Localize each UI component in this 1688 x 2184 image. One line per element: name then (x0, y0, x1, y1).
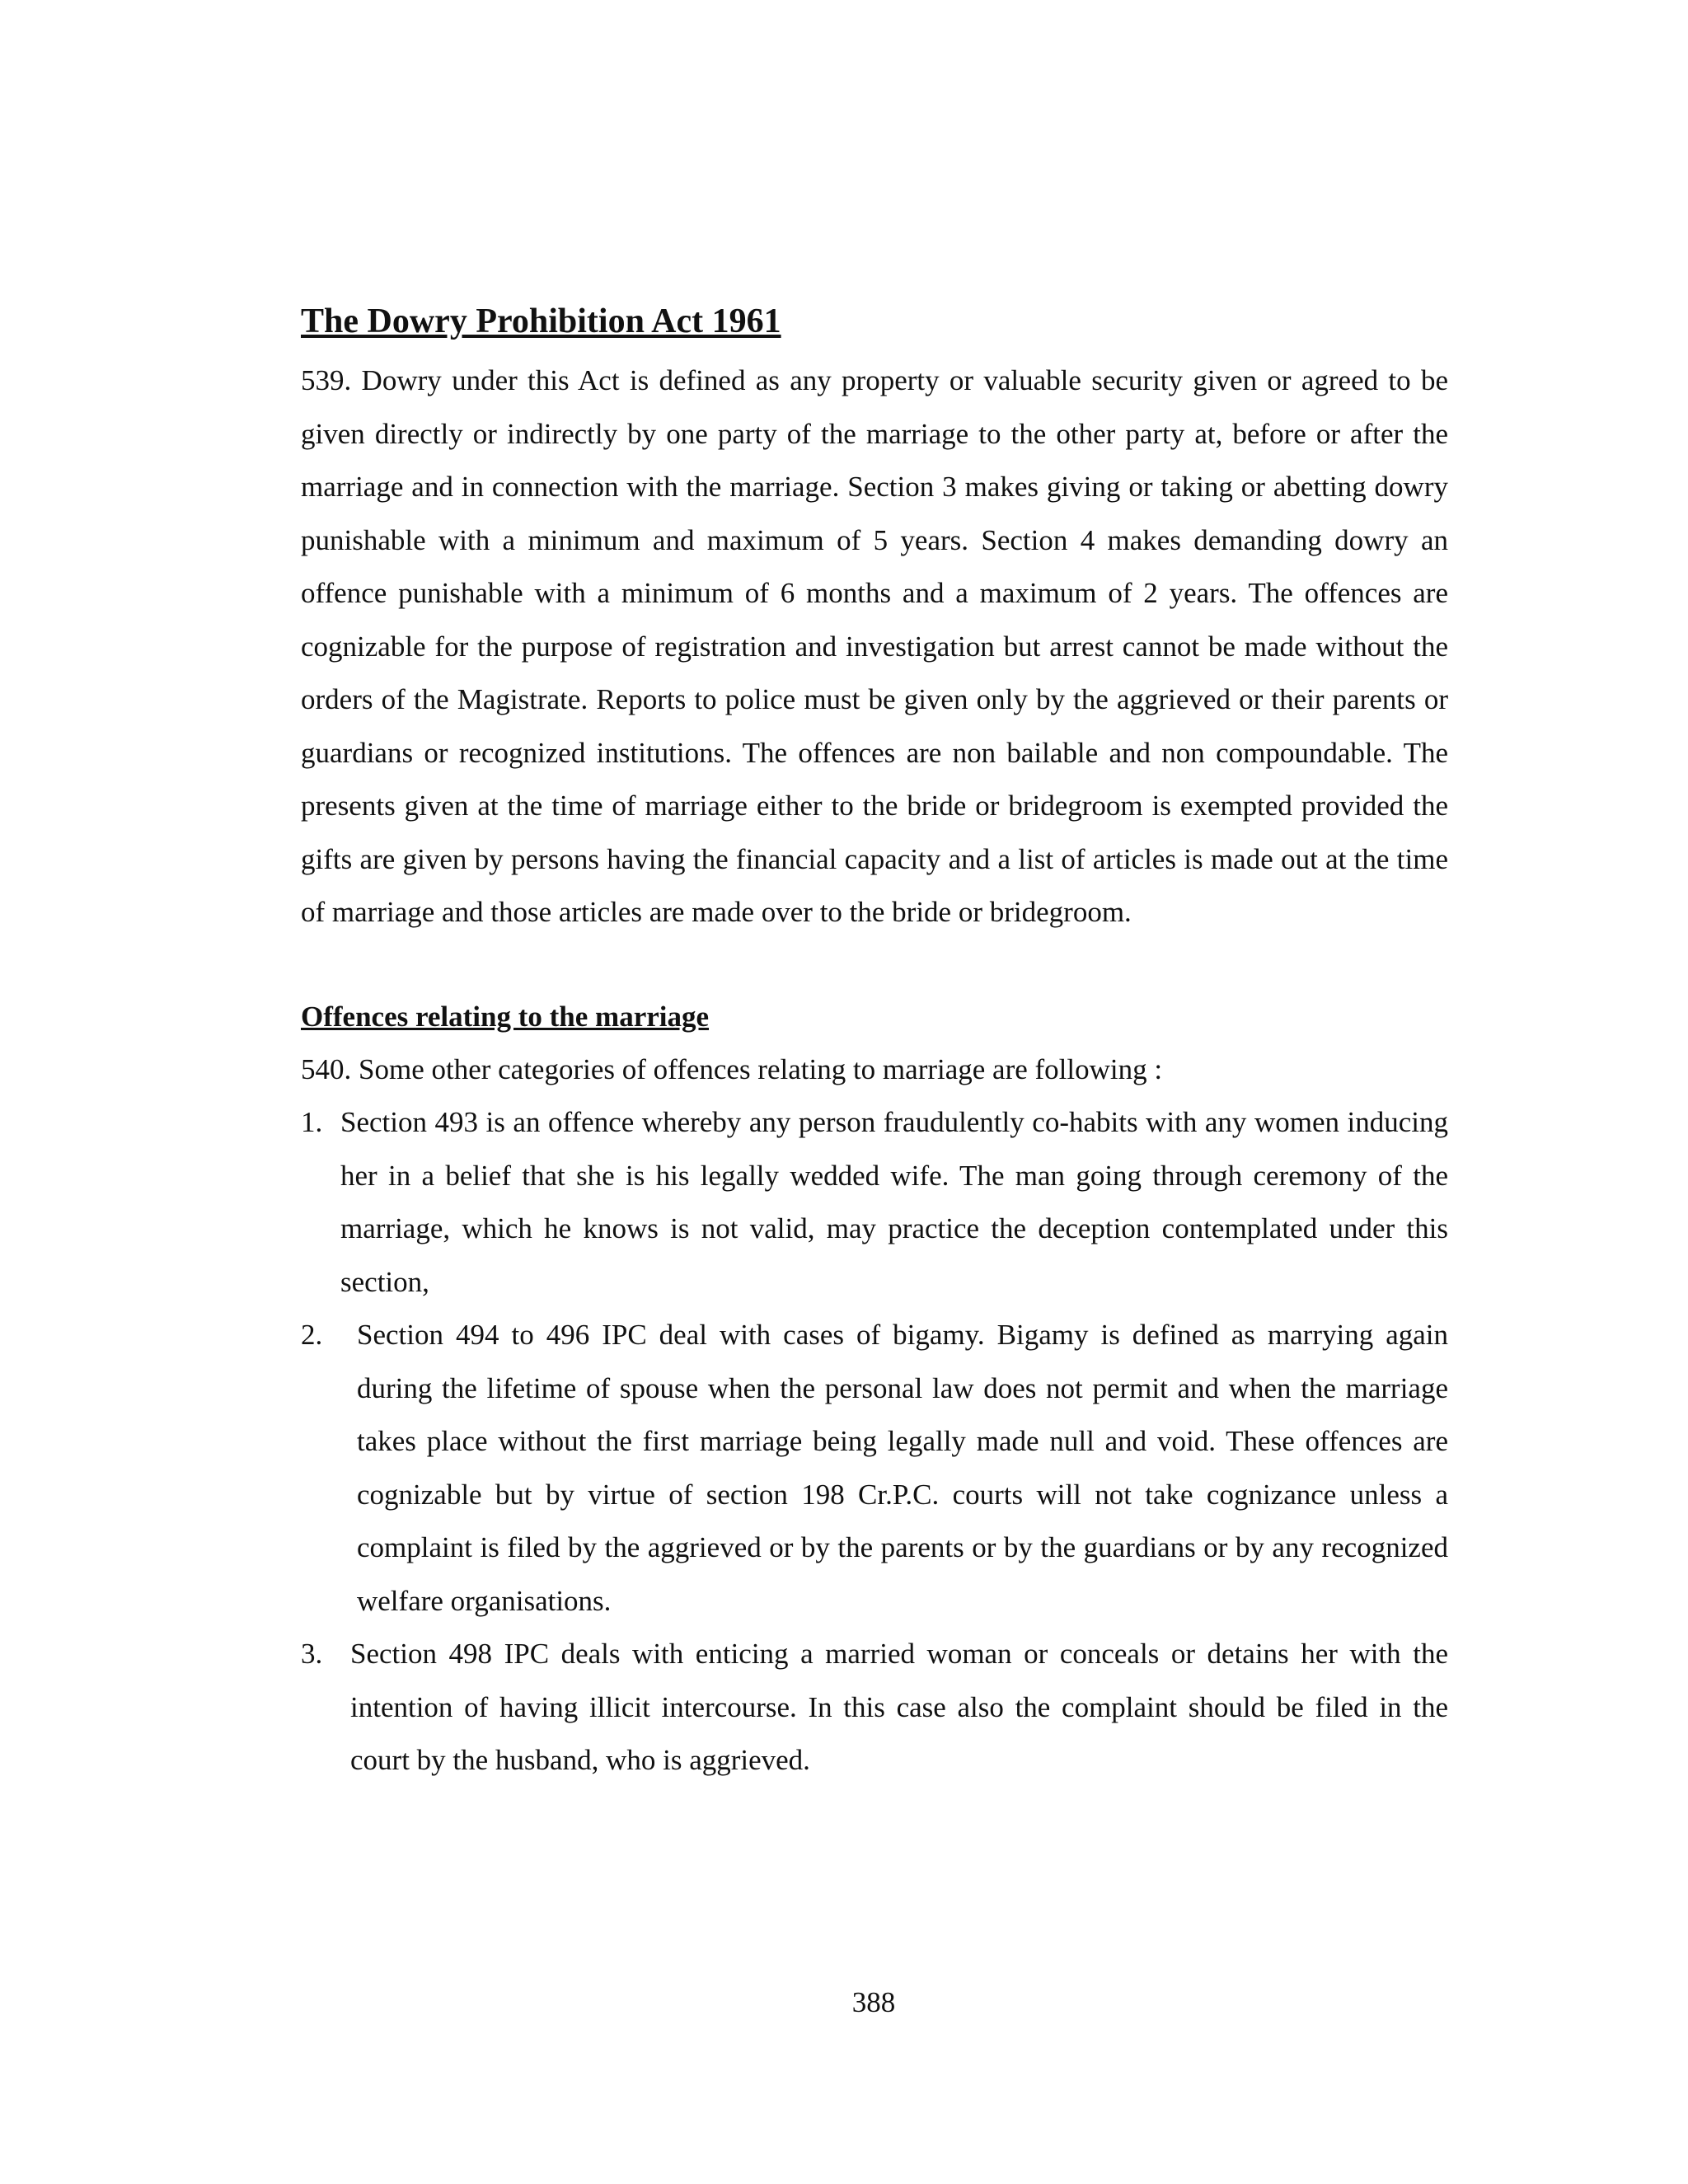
list-item-text: Section 494 to 496 IPC deal with cases of bigamy. Bigamy is defined as marrying again during the lifetime of spouse when the personal law does not permit and when the marriage takes place without the first marriage being legally made null and void. These offences are cognizable but by virtue of section 198 Cr.P.C. courts will not take cognizance unless a complaint is filed by the aggrieved or by the parents or by the guardians or by any recognized welfare organisations. (357, 1319, 1448, 1617)
list-item (301, 1628, 1448, 1788)
list-item (301, 1096, 1448, 1309)
paragraph-540: 540. Some other categories of offences relating to marriage are following : (301, 1052, 1163, 1085)
list-item (301, 1309, 1448, 1628)
list-item-number: 1. (301, 1106, 323, 1138)
page-content (301, 297, 1448, 1788)
list-item-text: Section 493 is an offence whereby any person fraudulently co-habits with any women inducing her in a belief that she is his legally wedded wife. The man going through ceremony of the marriage, which he knows is not valid, may practice the deception contemplated under this section, (340, 1106, 1448, 1298)
section-heading: The Dowry Prohibition Act 1961 (301, 302, 781, 340)
list-item-number: 2. (301, 1319, 323, 1351)
page-number: 388 (851, 1986, 896, 2018)
list-item-number: 3. (301, 1638, 323, 1670)
list-item-text: Section 498 IPC deals with enticing a married woman or conceals or detains her with the intention of having illicit intercourse. In this case also the complaint should be filed in the court by the husband, who is aggrieved. (350, 1638, 1448, 1776)
paragraph-539: 539. Dowry under this Act is defined as any property or valuable security given or agreed to be given directly or indirectly by one party of the marriage to the other party at, before or after the marriage and in connection with the marriage. Section 3 makes giving or taking or abetting dowry punishable with a minimum and maximum of 5 years. Section 4 makes demanding dowry an offence punishable with a minimum of 6 months and a maximum of 2 years. The offences are cognizable for the purpose of registration and investigation but arrest cannot be made without the orders of the Magistrate. Reports to police must be given only by the aggrieved or their parents or guardians or recognized institutions. The offences are non bailable and non compoundable. The presents given at the time of marriage either to the bride or bridegroom is exempted provided the gifts are given by persons having the financial capacity and a list of articles is made out at the time of marriage and those articles are made over to the bride or bridegroom. (301, 364, 1448, 928)
subsection-heading: Offences relating to the marriage (301, 1000, 710, 1033)
